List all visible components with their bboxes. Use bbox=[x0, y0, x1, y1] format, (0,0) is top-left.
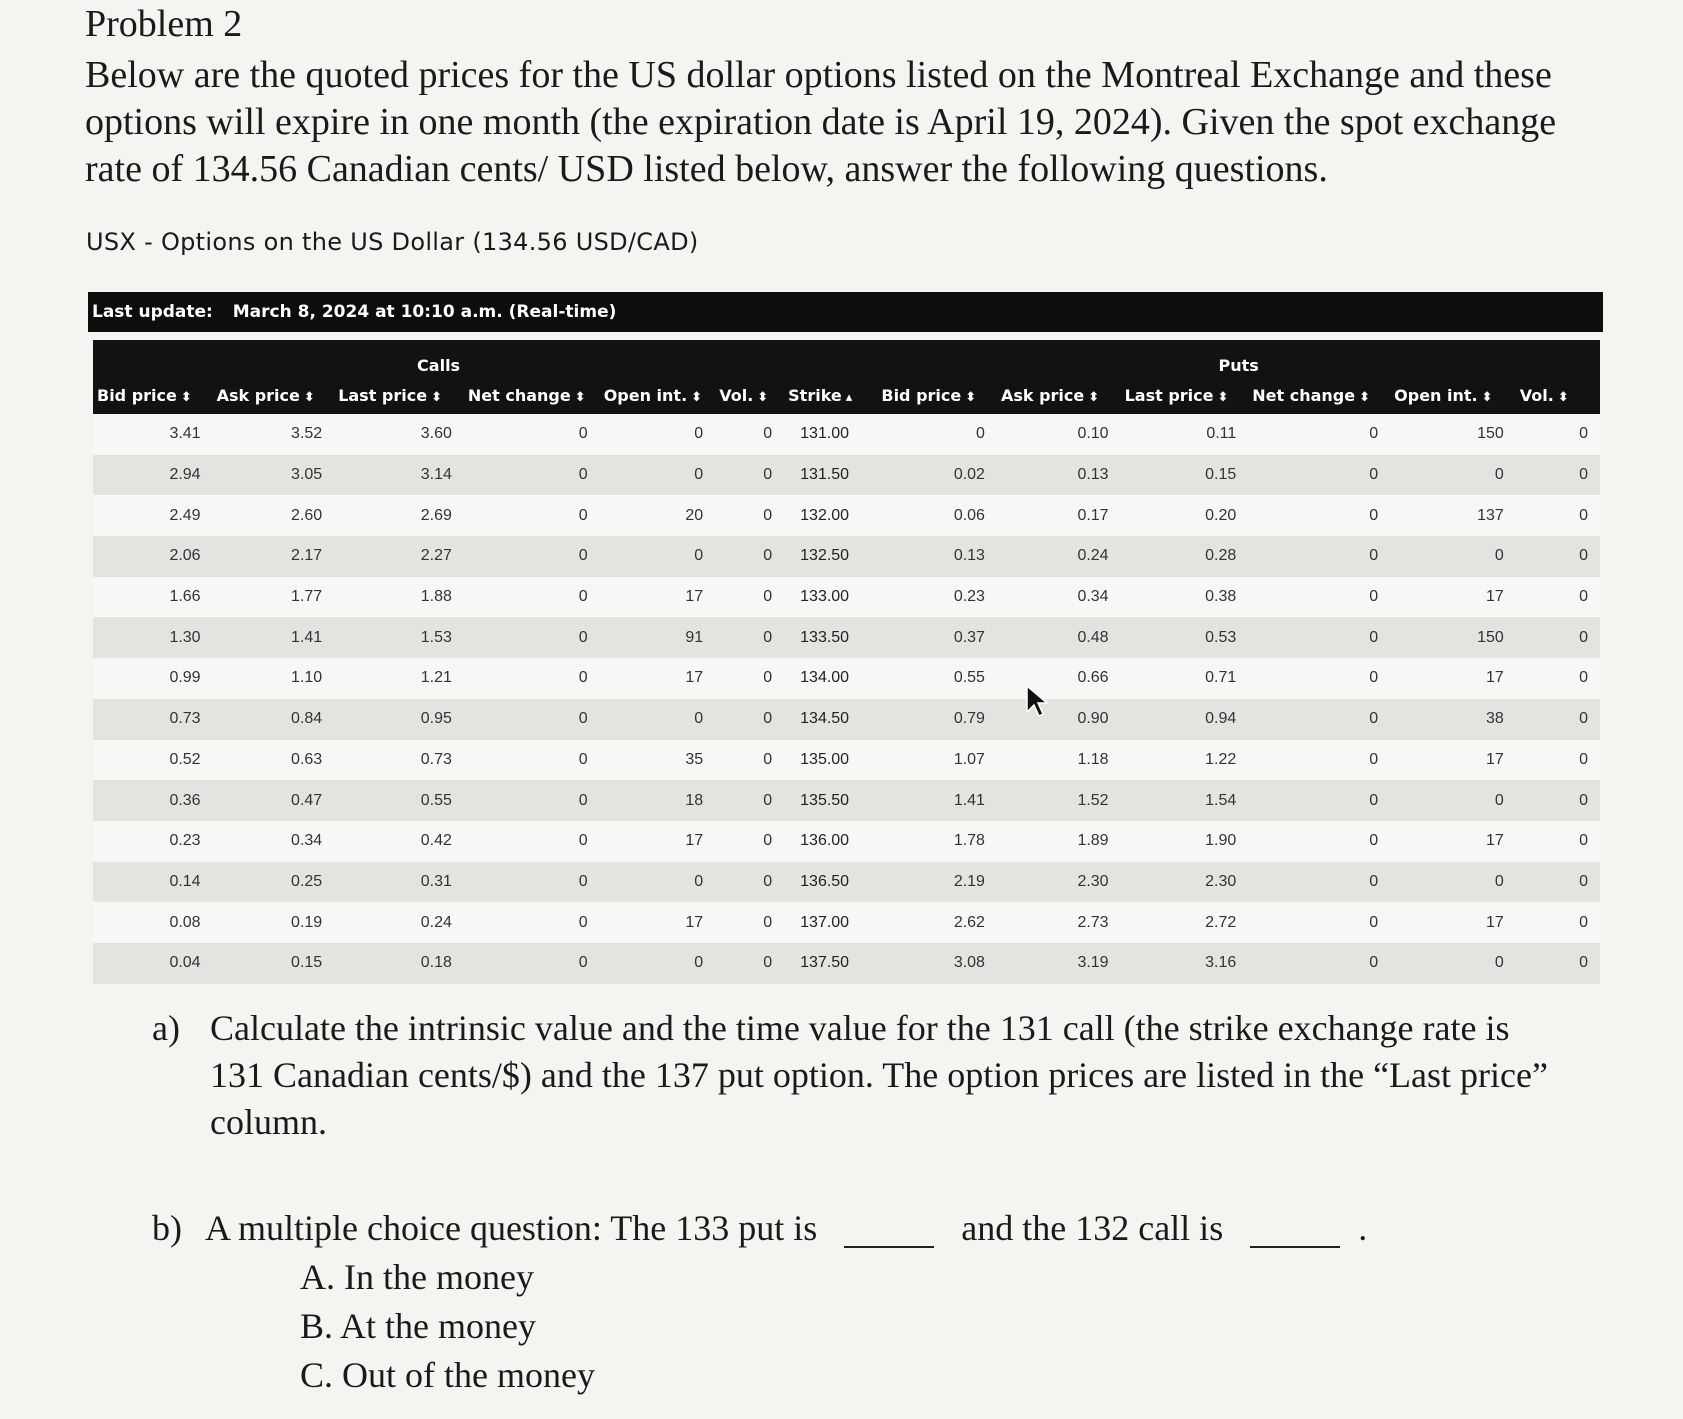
strike-cell: 136.50 bbox=[800, 872, 850, 890]
question-b-label: b) bbox=[152, 1208, 182, 1248]
table-row bbox=[93, 699, 1600, 740]
table-row bbox=[93, 658, 1600, 699]
call-cell: 3.52 bbox=[291, 425, 323, 443]
call-cell: 0.25 bbox=[291, 872, 323, 890]
call-cell: 0 bbox=[578, 750, 588, 768]
put-cell: 2.30 bbox=[1205, 872, 1237, 890]
put-cell: 3.16 bbox=[1205, 954, 1237, 972]
call-cell: 0 bbox=[694, 710, 704, 728]
put-cell: 1.90 bbox=[1205, 832, 1237, 850]
call-cell: 0.24 bbox=[420, 913, 452, 931]
choice-c: C. Out of the money bbox=[300, 1355, 595, 1395]
call-cell: 0.73 bbox=[420, 750, 452, 768]
column-header-put-net-change[interactable] bbox=[1248, 376, 1390, 414]
call-cell: 1.21 bbox=[420, 669, 452, 687]
sort-icon: ⬍ bbox=[1359, 389, 1370, 405]
column-header-label: Ask price bbox=[216, 385, 300, 405]
strike-cell: 135.50 bbox=[800, 791, 850, 809]
strike-cell: 137.00 bbox=[800, 913, 850, 931]
call-cell: 0.84 bbox=[291, 710, 323, 728]
call-cell: 0 bbox=[578, 547, 588, 565]
put-cell: 0 bbox=[1369, 628, 1379, 646]
column-header-call-net-change[interactable] bbox=[464, 376, 600, 414]
question-b bbox=[152, 1205, 1552, 1252]
put-cell: 0 bbox=[1579, 710, 1588, 728]
put-cell: 2.73 bbox=[1077, 913, 1109, 931]
put-cell: 1.18 bbox=[1077, 750, 1109, 768]
call-cell: 0 bbox=[763, 832, 773, 850]
sort-icon: ⬍ bbox=[1088, 389, 1100, 405]
question-a-label: a) bbox=[152, 1008, 180, 1048]
put-cell: 0 bbox=[1369, 872, 1379, 890]
put-cell: 17 bbox=[1486, 588, 1504, 606]
call-cell: 2.17 bbox=[291, 547, 323, 565]
call-cell: 0 bbox=[763, 425, 773, 443]
strike-cell: 134.50 bbox=[800, 710, 850, 728]
put-cell: 1.78 bbox=[953, 832, 985, 850]
call-cell: 3.14 bbox=[420, 466, 452, 484]
put-cell: 0 bbox=[1369, 588, 1379, 606]
call-cell: 0.55 bbox=[420, 791, 452, 809]
answer-blank-1[interactable] bbox=[844, 1216, 934, 1248]
put-cell: 0.48 bbox=[1077, 628, 1109, 646]
column-header-label: Open int. bbox=[1394, 385, 1478, 405]
put-cell: 0.24 bbox=[1077, 547, 1109, 565]
call-cell: 0 bbox=[763, 669, 773, 687]
table-row bbox=[93, 495, 1600, 536]
column-header-label: Bid price bbox=[97, 385, 177, 405]
put-cell: 0.20 bbox=[1205, 506, 1237, 524]
put-cell: 0 bbox=[1579, 669, 1588, 687]
call-cell: 1.88 bbox=[420, 588, 452, 606]
problem-intro: Below are the quoted prices for the US dollar options listed on the Montreal Exchange and these options will expire in one month (the expiration date is April 19, 2024). Given the spot exchange rate of 134.56 Canadian cents/ USD listed below, answer the following questions. bbox=[85, 54, 1557, 190]
put-cell: 0 bbox=[1494, 547, 1504, 565]
call-cell: 20 bbox=[685, 506, 704, 524]
calls-group-header: Calls bbox=[417, 356, 461, 375]
call-cell: 0 bbox=[578, 628, 588, 646]
put-cell: 0 bbox=[1579, 872, 1588, 890]
mouse-pointer-icon bbox=[1025, 684, 1051, 718]
options-body bbox=[93, 414, 1600, 984]
call-cell: 0 bbox=[578, 588, 588, 606]
put-cell: 0 bbox=[1369, 710, 1379, 728]
last-update-mode: (Real-time) bbox=[508, 302, 617, 322]
put-cell: 0.15 bbox=[1205, 466, 1237, 484]
put-cell: 2.72 bbox=[1205, 913, 1237, 931]
call-cell: 0.15 bbox=[291, 954, 323, 972]
call-cell: 1.66 bbox=[169, 588, 201, 606]
call-cell: 0 bbox=[694, 954, 704, 972]
put-cell: 2.62 bbox=[953, 913, 985, 931]
call-cell: 0 bbox=[763, 588, 773, 606]
put-cell: 0.55 bbox=[953, 669, 985, 687]
call-cell: 0 bbox=[763, 750, 773, 768]
call-cell: 0.04 bbox=[169, 954, 201, 972]
table-row bbox=[93, 455, 1600, 496]
column-header-label: Ask price bbox=[1000, 385, 1085, 405]
put-cell: 0 bbox=[1494, 466, 1504, 484]
call-cell: 0.31 bbox=[420, 872, 452, 890]
table-title: USX - Options on the US Dollar (134.56 USD/CAD) bbox=[86, 228, 699, 256]
call-cell: 1.77 bbox=[291, 588, 323, 606]
put-cell: 0 bbox=[1579, 913, 1588, 931]
put-cell: 3.19 bbox=[1077, 954, 1109, 972]
put-cell: 0.94 bbox=[1205, 710, 1237, 728]
call-cell: 91 bbox=[685, 628, 704, 646]
strike-cell: 133.00 bbox=[800, 588, 850, 606]
call-cell: 0.95 bbox=[420, 710, 452, 728]
call-cell: 18 bbox=[685, 791, 704, 809]
put-cell: 0.38 bbox=[1205, 588, 1237, 606]
question-b-part1: A multiple choice question: The 133 put is bbox=[205, 1208, 818, 1248]
put-cell: 0.13 bbox=[1077, 466, 1109, 484]
put-cell: 0 bbox=[1369, 913, 1379, 931]
choice-a: A. In the money bbox=[300, 1257, 534, 1297]
call-cell: 0 bbox=[694, 547, 704, 565]
strike-cell: 132.00 bbox=[800, 506, 850, 524]
put-cell: 0 bbox=[1369, 791, 1379, 809]
column-header-call-last-price[interactable] bbox=[334, 376, 464, 414]
table-row bbox=[93, 414, 1600, 455]
column-header-call-open-int[interactable] bbox=[600, 376, 716, 414]
call-cell: 0 bbox=[763, 547, 773, 565]
put-cell: 0.10 bbox=[1077, 425, 1109, 443]
put-cell: 3.08 bbox=[953, 954, 985, 972]
put-cell: 0 bbox=[1579, 791, 1588, 809]
strike-cell: 135.00 bbox=[800, 750, 850, 768]
put-cell: 0 bbox=[1579, 588, 1588, 606]
put-cell: 1.54 bbox=[1205, 791, 1237, 809]
table-row bbox=[93, 862, 1600, 903]
last-update-value: March 8, 2024 at 10:10 a.m. bbox=[232, 302, 503, 322]
call-cell: 17 bbox=[685, 588, 704, 606]
put-cell: 0 bbox=[1579, 954, 1588, 972]
put-cell: 0 bbox=[1369, 425, 1379, 443]
call-cell: 1.10 bbox=[291, 669, 323, 687]
call-cell: 0 bbox=[763, 466, 773, 484]
sort-icon: ⬍ bbox=[431, 389, 442, 405]
strike-cell: 133.50 bbox=[800, 628, 850, 646]
table-row bbox=[93, 617, 1600, 658]
call-cell: 0.47 bbox=[291, 791, 323, 809]
strike-cell: 137.50 bbox=[800, 954, 850, 972]
put-cell: 0.71 bbox=[1205, 669, 1237, 687]
column-header-label: Vol. bbox=[1519, 385, 1554, 405]
column-header-row bbox=[93, 376, 1600, 414]
put-cell: 0 bbox=[1579, 750, 1588, 768]
call-cell: 0 bbox=[578, 425, 588, 443]
sort-icon: ⬍ bbox=[303, 389, 315, 405]
column-header-call-vol[interactable] bbox=[715, 376, 784, 414]
put-cell: 2.30 bbox=[1077, 872, 1109, 890]
column-header-label: Open int. bbox=[603, 385, 688, 405]
choice-list bbox=[300, 1253, 595, 1400]
put-cell: 0.28 bbox=[1205, 547, 1237, 565]
column-header-call-ask-price[interactable] bbox=[213, 376, 335, 414]
put-cell: 150 bbox=[1477, 628, 1504, 646]
call-cell: 1.30 bbox=[169, 628, 201, 646]
put-cell: 0.06 bbox=[953, 506, 985, 524]
column-header-label: Net change bbox=[467, 385, 571, 405]
sort-icon: ⬍ bbox=[180, 389, 192, 405]
call-cell: 17 bbox=[685, 913, 704, 931]
call-cell: 0.36 bbox=[169, 791, 201, 809]
column-header-label: Vol. bbox=[719, 385, 754, 405]
strike-cell: 136.00 bbox=[800, 832, 850, 850]
last-update-bar bbox=[88, 292, 1603, 332]
sort-icon: ⬍ bbox=[574, 389, 586, 405]
column-header-strike[interactable] bbox=[784, 376, 877, 414]
call-cell: 2.27 bbox=[420, 547, 452, 565]
call-cell: 0 bbox=[578, 954, 588, 972]
call-cell: 3.05 bbox=[291, 466, 323, 484]
call-cell: 2.49 bbox=[169, 506, 201, 524]
call-cell: 0 bbox=[578, 466, 588, 484]
table-row bbox=[93, 780, 1600, 821]
put-cell: 17 bbox=[1486, 750, 1504, 768]
sort-icon: ⬍ bbox=[1557, 389, 1569, 405]
put-cell: 0 bbox=[1369, 669, 1379, 687]
put-cell: 2.19 bbox=[953, 872, 985, 890]
call-cell: 3.41 bbox=[169, 425, 201, 443]
call-cell: 0 bbox=[694, 466, 704, 484]
sort-ascending-icon: ▴ bbox=[845, 389, 853, 405]
column-header-label: Strike bbox=[788, 385, 842, 405]
call-cell: 2.94 bbox=[169, 466, 201, 484]
column-header-put-vol[interactable] bbox=[1516, 376, 1600, 414]
question-a-text: Calculate the intrinsic value and the time value for the 131 call (the strike exchange rate is 131 Canadian cents/$) and the 137 put option. The option prices are listed in the “Last price” column. bbox=[210, 1008, 1548, 1142]
question-b-end: . bbox=[1358, 1208, 1368, 1248]
choice-b: B. At the money bbox=[300, 1306, 536, 1346]
put-cell: 17 bbox=[1486, 669, 1504, 687]
column-header-put-bid-price[interactable] bbox=[877, 376, 997, 414]
table-row bbox=[93, 821, 1600, 862]
table-row bbox=[93, 902, 1600, 943]
put-cell: 0 bbox=[1579, 506, 1588, 524]
call-cell: 0 bbox=[578, 832, 588, 850]
call-cell: 0.08 bbox=[169, 913, 201, 931]
put-cell: 1.89 bbox=[1077, 832, 1109, 850]
call-cell: 0 bbox=[578, 913, 588, 931]
put-cell: 0 bbox=[1579, 425, 1588, 443]
call-cell: 0 bbox=[763, 710, 773, 728]
question-b-part2: and the 132 call is bbox=[961, 1208, 1224, 1248]
put-cell: 0 bbox=[1369, 832, 1379, 850]
call-cell: 1.53 bbox=[420, 628, 452, 646]
put-cell: 17 bbox=[1486, 913, 1504, 931]
call-cell: 0.63 bbox=[291, 750, 323, 768]
put-cell: 0.79 bbox=[953, 710, 985, 728]
put-cell: 0 bbox=[1579, 466, 1588, 484]
call-cell: 0 bbox=[694, 425, 704, 443]
column-header-put-last-price[interactable] bbox=[1121, 376, 1249, 414]
column-header-label: Net change bbox=[1252, 385, 1356, 405]
strike-cell: 131.50 bbox=[800, 466, 850, 484]
table-row bbox=[93, 943, 1600, 984]
column-header-put-ask-price[interactable] bbox=[997, 376, 1121, 414]
call-cell: 0.18 bbox=[420, 954, 452, 972]
put-cell: 0.23 bbox=[953, 588, 985, 606]
call-cell: 0 bbox=[578, 791, 588, 809]
column-header-put-open-int[interactable] bbox=[1390, 376, 1516, 414]
put-cell: 0 bbox=[1494, 872, 1504, 890]
put-cell: 0 bbox=[1369, 954, 1379, 972]
call-cell: 35 bbox=[685, 750, 704, 768]
problem-title: Problem 2 bbox=[85, 3, 243, 45]
call-cell: 17 bbox=[685, 669, 704, 687]
put-cell: 1.22 bbox=[1205, 750, 1237, 768]
call-cell: 0.14 bbox=[169, 872, 201, 890]
column-header-label: Last price bbox=[338, 385, 428, 405]
call-cell: 0.23 bbox=[169, 832, 201, 850]
table-row bbox=[93, 536, 1600, 577]
call-cell: 0.52 bbox=[169, 750, 201, 768]
sort-icon: ⬍ bbox=[1217, 389, 1229, 405]
call-cell: 0.42 bbox=[420, 832, 452, 850]
call-cell: 17 bbox=[685, 832, 704, 850]
put-cell: 150 bbox=[1477, 425, 1504, 443]
put-cell: 0 bbox=[1579, 628, 1588, 646]
put-cell: 0 bbox=[1369, 466, 1379, 484]
put-cell: 38 bbox=[1486, 710, 1504, 728]
table-row bbox=[93, 740, 1600, 781]
column-header-label: Bid price bbox=[881, 385, 962, 405]
put-cell: 0.02 bbox=[953, 466, 985, 484]
call-cell: 0.34 bbox=[291, 832, 323, 850]
sort-icon: ⬍ bbox=[757, 389, 769, 405]
put-cell: 1.41 bbox=[953, 791, 985, 809]
put-cell: 0.53 bbox=[1205, 628, 1237, 646]
call-cell: 2.06 bbox=[169, 547, 201, 565]
call-cell: 0 bbox=[763, 791, 773, 809]
put-cell: 17 bbox=[1486, 832, 1504, 850]
put-cell: 0.17 bbox=[1077, 506, 1109, 524]
strike-cell: 134.00 bbox=[800, 669, 850, 687]
call-cell: 0 bbox=[763, 506, 773, 524]
put-cell: 0.37 bbox=[953, 628, 985, 646]
put-cell: 0.66 bbox=[1077, 669, 1109, 687]
strike-cell: 131.00 bbox=[800, 425, 850, 443]
call-cell: 0.99 bbox=[169, 669, 201, 687]
question-a bbox=[152, 1005, 1552, 1146]
column-header-call-bid-price[interactable] bbox=[93, 376, 213, 414]
table-row bbox=[93, 577, 1600, 618]
put-cell: 137 bbox=[1477, 506, 1504, 524]
call-cell: 0 bbox=[578, 872, 588, 890]
call-cell: 0 bbox=[763, 628, 773, 646]
call-cell: 0.73 bbox=[169, 710, 201, 728]
put-cell: 0 bbox=[1579, 832, 1588, 850]
put-cell: 0 bbox=[1494, 954, 1504, 972]
answer-blank-2[interactable] bbox=[1250, 1216, 1340, 1248]
strike-group-spacer bbox=[784, 340, 877, 376]
call-cell: 0 bbox=[578, 669, 588, 687]
call-cell: 3.60 bbox=[420, 425, 452, 443]
options-table bbox=[93, 340, 1600, 984]
put-cell: 0.34 bbox=[1077, 588, 1109, 606]
put-cell: 0 bbox=[1369, 750, 1379, 768]
put-cell: 0 bbox=[1369, 506, 1379, 524]
put-cell: 0.11 bbox=[1206, 425, 1237, 443]
call-cell: 0 bbox=[763, 872, 773, 890]
put-cell: 0 bbox=[1369, 547, 1379, 565]
column-header-label: Last price bbox=[1124, 385, 1214, 405]
call-cell: 0 bbox=[578, 710, 588, 728]
last-update-label: Last update: bbox=[92, 302, 213, 322]
call-cell: 2.60 bbox=[291, 506, 323, 524]
put-cell: 0.90 bbox=[1077, 710, 1109, 728]
call-cell: 0 bbox=[763, 913, 773, 931]
sort-icon: ⬍ bbox=[1481, 389, 1493, 405]
put-cell: 0 bbox=[1579, 547, 1588, 565]
call-cell: 0 bbox=[694, 872, 704, 890]
call-cell: 2.69 bbox=[420, 506, 452, 524]
sort-icon: ⬍ bbox=[965, 389, 977, 405]
call-cell: 0 bbox=[578, 506, 588, 524]
puts-group-header: Puts bbox=[1218, 356, 1259, 375]
put-cell: 1.07 bbox=[953, 750, 985, 768]
sort-icon: ⬍ bbox=[691, 389, 703, 405]
call-cell: 0.19 bbox=[291, 913, 323, 931]
strike-cell: 132.50 bbox=[800, 547, 850, 565]
put-cell: 1.52 bbox=[1077, 791, 1109, 809]
call-cell: 1.41 bbox=[291, 628, 323, 646]
put-cell: 0 bbox=[976, 425, 985, 443]
put-cell: 0 bbox=[1494, 791, 1504, 809]
put-cell: 0.13 bbox=[953, 547, 985, 565]
call-cell: 0 bbox=[763, 954, 773, 972]
